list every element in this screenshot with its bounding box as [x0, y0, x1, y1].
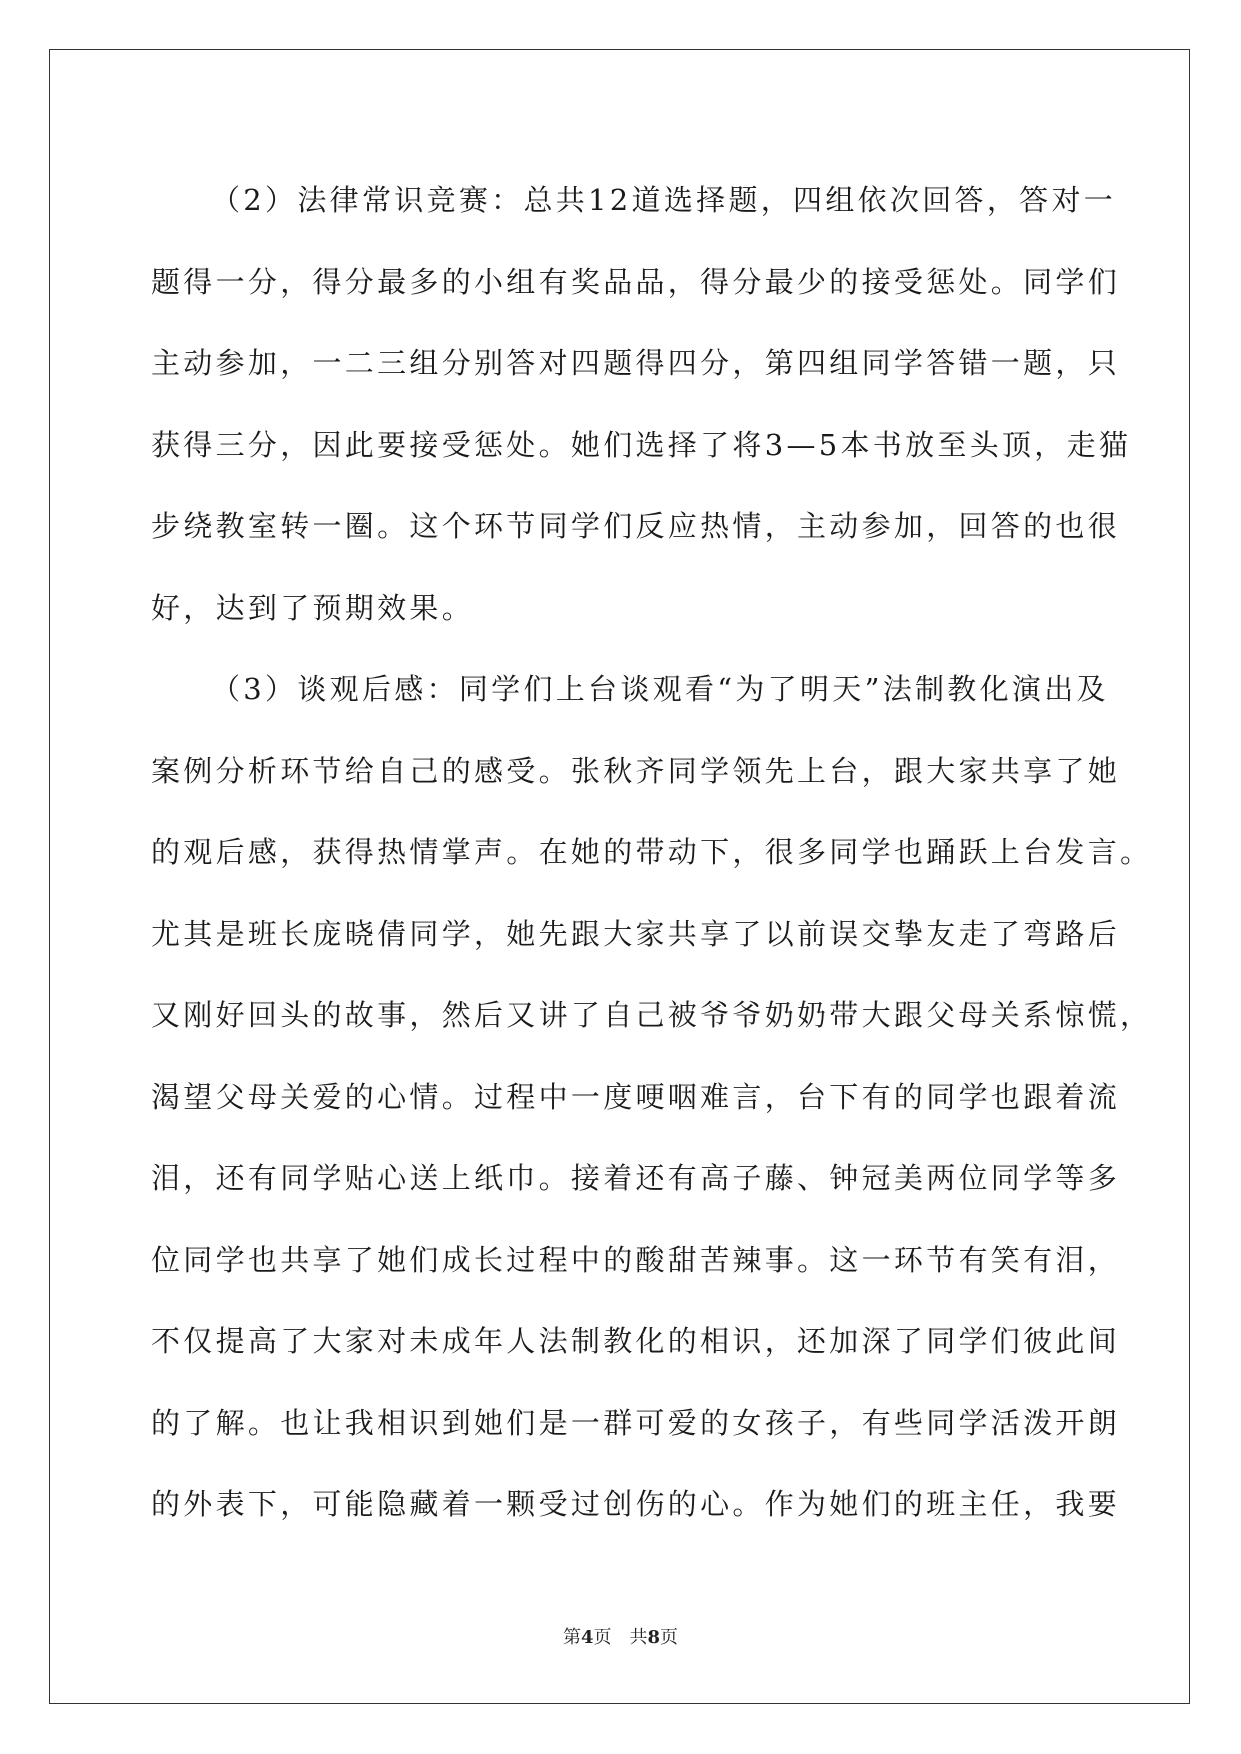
total-pages-label [630, 1627, 679, 1648]
text-line: 好，达到了预期效果。 [151, 590, 475, 625]
text-line: 又刚好回头的故事，然后又讲了自己被爷爷奶奶带大跟父母关系惊慌， [151, 998, 1153, 1032]
text-line: 位同学也共享了她们成长过程中的酸甜苦辣事。这一环节有笑有泪， [151, 1242, 1121, 1277]
text-line: 案例分析环节给自己的感受。张秋齐同学领先上台，跟大家共享了她 [151, 753, 1121, 788]
text-line: （3）谈观后感：同学们上台谈观看“为了明天”法制教化演出及 [211, 672, 1109, 706]
text-line: 泪，还有同学贴心送上纸巾。接着还有高子藤、钟冠美两位同学等多 [151, 1161, 1121, 1195]
text-line: 的了解。也让我相识到她们是一群可爱的女孩子，有些同学活泼开朗 [151, 1405, 1121, 1440]
text-line: 题得一分，得分最多的小组有奖品品，得分最少的接受惩处。同学们 [151, 264, 1121, 299]
paragraph-reflections [151, 649, 1153, 1546]
total-unit: 页 [660, 1627, 679, 1648]
text-line: （2）法律常识竞赛：总共12道选择题，四组依次回答，答对一 [211, 183, 1117, 217]
text-line: 获得三分，因此要接受惩处。她们选择了将3—5本书放至头顶，走猫 [151, 427, 1132, 462]
total-page-number: 8 [647, 1627, 661, 1648]
text-line: 的观后感，获得热情掌声。在她的带动下，很多同学也踊跃上台发言。 [151, 835, 1153, 869]
page-footer [0, 1623, 1241, 1649]
page-unit: 页 [593, 1627, 612, 1648]
text-line: 渴望父母关爱的心情。过程中一度哽咽难言，台下有的同学也跟着流 [151, 1079, 1121, 1114]
total-prefix: 共 [629, 1627, 648, 1648]
text-line: 的外表下，可能隐藏着一颗受过创伤的心。作为她们的班主任，我要 [151, 1487, 1121, 1521]
paragraph-law-quiz [151, 160, 1132, 649]
document-body [151, 160, 1153, 1546]
text-line: 步绕教室转一圈。这个环节同学们反应热情，主动参加，回答的也很 [151, 509, 1121, 543]
current-page-number: 4 [580, 1627, 594, 1648]
text-line: 不仅提高了大家对未成年人法制教化的相识，还加深了同学们彼此间 [151, 1324, 1121, 1358]
page-number-label [563, 1627, 612, 1648]
text-line: 尤其是班长庞晓倩同学，她先跟大家共享了以前误交挚友走了弯路后 [151, 916, 1121, 951]
text-line: 主动参加，一二三组分别答对四题得四分，第四组同学答错一题，只 [151, 346, 1121, 380]
page-prefix: 第 [562, 1627, 581, 1648]
